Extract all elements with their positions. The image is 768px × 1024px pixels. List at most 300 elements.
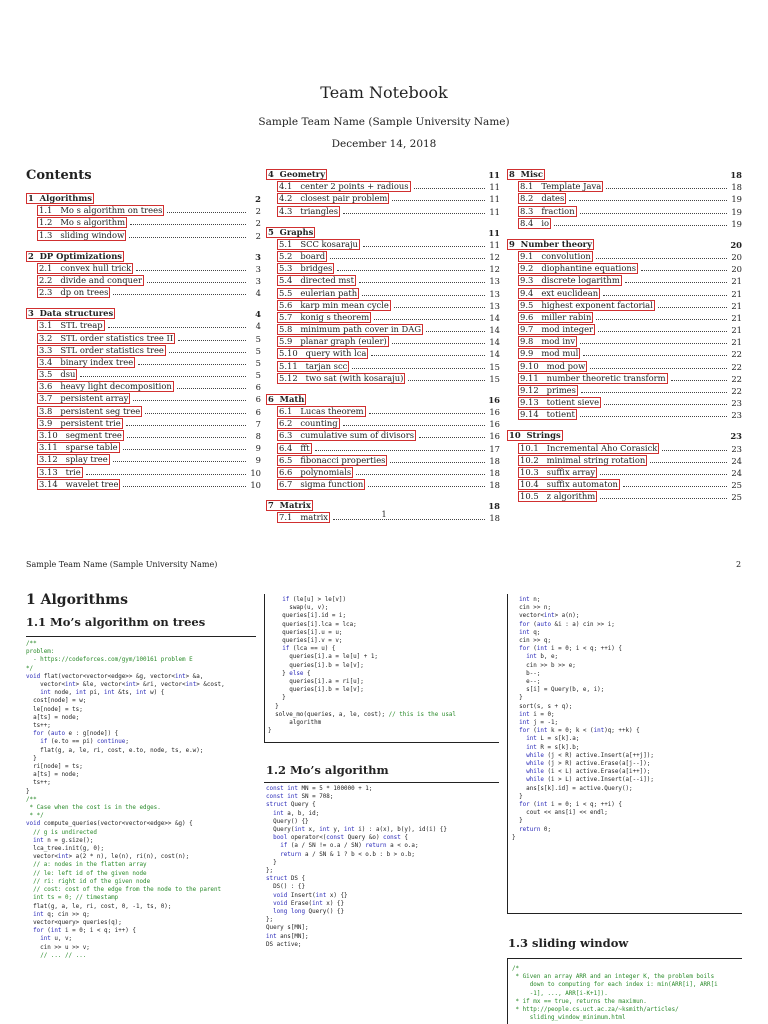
toc-section-link[interactable]	[266, 227, 315, 238]
code-line: queries[i].lca = lca;	[268, 621, 357, 628]
toc-subsection-number: 3.13	[39, 466, 58, 477]
code-rule	[507, 594, 508, 914]
toc-subsection-entry[interactable]	[26, 204, 261, 216]
toc-section-link[interactable]	[26, 193, 94, 204]
toc-page-number: 13	[489, 288, 500, 299]
toc-dot-leader	[356, 474, 485, 475]
toc-subsection-title: diophantine equations	[541, 263, 637, 274]
toc-subsection-link[interactable]	[277, 300, 391, 311]
code-line: vector<int> a(2 * n), le(n), ri(n), cost(n);	[26, 854, 190, 861]
toc-dot-leader	[359, 282, 485, 283]
toc-subsection-link[interactable]	[277, 239, 360, 250]
toc-subsection-link[interactable]	[518, 324, 595, 335]
toc-subsection-link[interactable]	[37, 357, 135, 368]
toc-subsection-link[interactable]	[518, 275, 622, 286]
toc-dot-leader	[80, 376, 246, 377]
toc-subsection-link[interactable]	[518, 373, 668, 384]
toc-subsection-link[interactable]	[518, 409, 577, 420]
toc-section-entry[interactable]	[507, 429, 742, 441]
code-line: - https://codeforces.com/gym/100161 problem E	[26, 657, 193, 664]
toc-page-number: 22	[731, 386, 742, 396]
toc-subsection-title: persistent array	[60, 393, 129, 404]
toc-subsection-link[interactable]	[277, 373, 405, 384]
code-line: return a / SN & 1 ? b < o.b : b > o.b;	[280, 851, 415, 858]
toc-subsection-entry[interactable]	[507, 311, 742, 323]
toc-subsection-link[interactable]	[518, 443, 659, 454]
toc-page-number: 24	[731, 455, 742, 466]
toc-section-entry[interactable]	[266, 393, 500, 405]
toc-subsection-title: closest pair problem	[300, 193, 388, 204]
toc-page-number: 14	[489, 349, 500, 360]
toc-dot-leader	[123, 449, 246, 450]
toc-subsection-link[interactable]	[37, 381, 174, 392]
toc-subsection-link[interactable]	[277, 275, 356, 286]
toc-column-2	[266, 168, 500, 523]
toc-page-number: 6	[255, 406, 261, 417]
toc-subsection-entry[interactable]	[266, 466, 500, 478]
toc-subsection-link[interactable]	[518, 491, 597, 502]
toc-subsection-link[interactable]	[37, 479, 120, 490]
toc-subsection-entry[interactable]	[26, 417, 261, 429]
toc-dot-leader	[343, 425, 485, 426]
toc-dot-leader	[408, 380, 485, 381]
code-line: -1], ..., ARR[i-K+1]).	[512, 990, 608, 997]
toc-section-number: 9	[509, 238, 515, 249]
toc-subsection-number: 3.14	[39, 478, 58, 489]
code-line: e--;	[512, 679, 541, 686]
toc-subsection-entry[interactable]	[266, 441, 500, 453]
code-line: for (auto &i : a) cin >> i;	[519, 621, 615, 628]
toc-subsection-title: board	[300, 250, 326, 261]
toc-column-3	[507, 168, 742, 502]
toc-subsection-entry[interactable]	[266, 192, 500, 204]
toc-dot-leader	[554, 225, 727, 226]
toc-dot-leader	[581, 392, 727, 393]
code-line: for (int i = 0; i < q; ++i) {	[519, 646, 622, 653]
toc-subsection-entry[interactable]	[507, 335, 742, 347]
code-line: queries[i].b = le[v];	[268, 662, 364, 669]
toc-subsection-link[interactable]	[518, 288, 600, 299]
toc-subsection-link[interactable]	[277, 181, 411, 192]
toc-page-number: 23	[731, 410, 742, 421]
toc-subsection-link[interactable]	[37, 393, 130, 404]
toc-subsection-entry[interactable]	[507, 359, 742, 371]
subsection-heading: 1.1 Mo’s algorithm on trees	[26, 615, 206, 629]
toc-subsection-entry[interactable]	[26, 319, 261, 331]
toc-section-number: 1	[28, 193, 34, 203]
toc-subsection-number: 6.2	[279, 418, 293, 429]
toc-subsection-entry[interactable]	[507, 372, 742, 384]
code-line: int n;	[519, 597, 541, 603]
code-line: DS active;	[266, 941, 302, 948]
toc-subsection-title: miller rabin	[541, 311, 592, 322]
code-line: vector<int> a(n);	[512, 613, 580, 620]
toc-subsection-link[interactable]	[37, 369, 77, 380]
code-line: /**	[26, 796, 37, 803]
toc-subsection-link[interactable]	[277, 479, 365, 490]
toc-subsection-link[interactable]	[518, 263, 638, 274]
toc-subsection-link[interactable]	[277, 336, 389, 347]
toc-subsection-number: 9.14	[520, 409, 539, 420]
toc-dot-leader	[129, 237, 246, 238]
toc-subsection-link[interactable]	[518, 479, 620, 490]
toc-page-number: 23	[731, 443, 742, 454]
toc-subsection-title: mod inv	[541, 336, 576, 347]
toc-subsection-link[interactable]	[277, 251, 327, 262]
toc-subsection-link[interactable]	[37, 287, 110, 298]
toc-subsection-entry[interactable]	[266, 347, 500, 359]
toc-section-entry[interactable]	[266, 226, 500, 238]
toc-subsection-entry[interactable]	[266, 274, 500, 286]
running-header: Sample Team Name (Sample University Name)	[26, 560, 218, 569]
toc-subsection-entry[interactable]	[266, 429, 500, 441]
toc-subsection-link[interactable]	[277, 406, 366, 417]
code-line: void compute_queries(vector<vector<edge>> &g) {	[26, 821, 193, 828]
toc-dot-leader	[177, 388, 246, 389]
toc-subsection-entry[interactable]	[26, 331, 261, 343]
toc-subsection-entry[interactable]	[266, 286, 500, 298]
toc-subsection-number: 10.2	[520, 454, 539, 465]
toc-page-number: 11	[489, 239, 500, 250]
toc-subsection-entry[interactable]	[266, 417, 500, 429]
toc-subsection-entry[interactable]	[507, 408, 742, 420]
toc-subsection-link[interactable]	[277, 443, 312, 454]
code-line: }	[512, 793, 523, 800]
toc-subsection-entry[interactable]	[266, 323, 500, 335]
toc-subsection-title: STL treap	[60, 320, 103, 331]
code-line: if (a / SN != o.a / SN) return a < o.a;	[280, 843, 419, 850]
toc-subsection-link[interactable]	[37, 442, 120, 453]
toc-column-1	[26, 168, 261, 490]
toc-subsection-title: mod mul	[541, 348, 579, 359]
toc-subsection-number: 2.3	[39, 287, 53, 298]
code-line: for (int i = 0; i < q; ++i) {	[519, 802, 622, 809]
code-line: int q;	[519, 629, 541, 636]
toc-subsection-link[interactable]	[37, 333, 175, 344]
toc-section-link[interactable]	[507, 239, 594, 250]
code-line: struct DS {	[266, 876, 306, 883]
toc-subsection-link[interactable]	[37, 230, 126, 241]
toc-subsection-entry[interactable]	[26, 262, 261, 274]
toc-dot-leader	[600, 474, 727, 475]
toc-page-number: 9	[255, 455, 261, 466]
code-line: while (j < R) active.Insert(a[++j]);	[526, 752, 654, 759]
toc-dot-leader	[368, 486, 485, 487]
toc-subsection-entry[interactable]	[266, 250, 500, 262]
toc-section-link[interactable]	[507, 430, 563, 441]
toc-subsection-title: splay tree	[65, 454, 108, 465]
toc-subsection-number: 3.1	[39, 320, 53, 331]
toc-subsection-entry[interactable]	[507, 396, 742, 408]
toc-subsection-link[interactable]	[518, 455, 647, 466]
toc-subsection-entry[interactable]	[507, 323, 742, 335]
toc-subsection-link[interactable]	[37, 406, 142, 417]
toc-page-number: 14	[489, 312, 500, 323]
code-line: b--;	[512, 670, 541, 677]
toc-section-entry[interactable]	[26, 307, 261, 319]
toc-subsection-link[interactable]	[518, 385, 578, 396]
toc-subsection-entry[interactable]	[26, 368, 261, 380]
toc-subsection-entry[interactable]	[26, 356, 261, 368]
toc-subsection-title: io	[541, 217, 550, 228]
toc-subsection-link[interactable]	[37, 263, 133, 274]
code-line: }	[266, 859, 277, 866]
toc-page-number: 18	[489, 513, 500, 524]
code-rule	[507, 958, 742, 959]
toc-section-entry[interactable]	[507, 238, 742, 250]
toc-subsection-link[interactable]	[37, 205, 164, 216]
toc-dot-leader	[113, 294, 246, 295]
toc-section-entry[interactable]	[266, 168, 500, 180]
toc-dot-leader	[127, 437, 246, 438]
toc-subsection-link[interactable]	[277, 418, 340, 429]
toc-section-link[interactable]	[266, 394, 306, 405]
toc-subsection-entry[interactable]	[507, 274, 742, 286]
toc-page-number: 25	[731, 492, 742, 503]
toc-subsection-title: heavy light decomposition	[60, 381, 172, 392]
toc-page-number: 14	[489, 337, 500, 348]
toc-page-number: 11	[489, 194, 500, 205]
toc-section-link[interactable]	[507, 169, 545, 180]
toc-subsection-entry[interactable]	[266, 262, 500, 274]
toc-subsection-entry[interactable]	[266, 180, 500, 192]
toc-subsection-entry[interactable]	[507, 192, 742, 204]
toc-subsection-entry[interactable]	[266, 311, 500, 323]
toc-subsection-entry[interactable]	[266, 359, 500, 371]
toc-subsection-entry[interactable]	[26, 392, 261, 404]
code-line: };	[266, 917, 274, 924]
toc-subsection-link[interactable]	[277, 467, 353, 478]
toc-subsection-number: 3.9	[39, 417, 53, 428]
toc-subsection-entry[interactable]	[26, 380, 261, 392]
code-line: void flat(vector<vector<edge>> &g, vector<int> &a,	[26, 673, 204, 680]
toc-subsection-title: number theoretic transform	[546, 372, 666, 383]
code-line: if (le[u] > le[v])	[282, 597, 347, 603]
toc-dot-leader	[394, 307, 485, 308]
toc-section-link[interactable]	[26, 251, 124, 262]
toc-subsection-entry[interactable]	[507, 204, 742, 216]
toc-page-number: 18	[731, 182, 742, 193]
toc-subsection-number: 3.11	[39, 442, 58, 453]
toc-section-link[interactable]	[26, 308, 115, 319]
code-line: int node, int pi, int &ts, int w) {	[40, 690, 165, 697]
toc-subsection-title: query with lca	[305, 348, 367, 359]
toc-dot-leader	[596, 319, 727, 320]
toc-subsection-title: trie	[65, 466, 81, 477]
toc-subsection-entry[interactable]	[507, 286, 742, 298]
toc-section-number: 3	[28, 308, 34, 319]
toc-subsection-entry[interactable]	[26, 429, 261, 441]
toc-subsection-entry[interactable]	[507, 478, 742, 490]
toc-subsection-link[interactable]	[518, 348, 580, 359]
toc-dot-leader	[352, 368, 485, 369]
toc-subsection-link[interactable]	[518, 397, 601, 408]
toc-subsection-entry[interactable]	[507, 347, 742, 359]
toc-subsection-number: 3.4	[39, 356, 53, 367]
toc-subsection-link[interactable]	[277, 324, 423, 335]
toc-subsection-link[interactable]	[277, 361, 349, 372]
toc-subsection-link[interactable]	[518, 218, 551, 229]
toc-subsection-entry[interactable]	[507, 454, 742, 466]
toc-subsection-title: planar graph (euler)	[300, 336, 387, 347]
toc-subsection-link[interactable]	[518, 467, 597, 478]
code-line: bool operator<(const Query &o) const {	[273, 835, 408, 842]
toc-page-number: 21	[731, 312, 742, 323]
toc-subsection-title: mod pow	[546, 360, 586, 371]
toc-section-link[interactable]	[266, 169, 327, 180]
toc-subsection-link[interactable]	[518, 336, 577, 347]
toc-subsection-link[interactable]	[518, 251, 593, 262]
toc-subsection-entry[interactable]	[266, 454, 500, 466]
toc-subsection-entry[interactable]	[507, 250, 742, 262]
toc-section-number: 5	[268, 226, 274, 237]
code-listing	[512, 596, 654, 842]
toc-subsection-entry[interactable]	[26, 228, 261, 240]
toc-subsection-entry[interactable]	[507, 217, 742, 229]
toc-subsection-entry[interactable]	[266, 405, 500, 417]
toc-subsection-entry[interactable]	[26, 465, 261, 477]
toc-subsection-link[interactable]	[37, 320, 105, 331]
toc-subsection-entry[interactable]	[26, 274, 261, 286]
toc-section-number: 7	[268, 500, 274, 511]
toc-subsection-entry[interactable]	[507, 262, 742, 274]
code-line: }	[26, 788, 30, 795]
toc-subsection-link[interactable]	[518, 181, 603, 192]
toc-subsection-entry[interactable]	[26, 441, 261, 453]
toc-section-entry[interactable]	[26, 192, 261, 204]
toc-subsection-entry[interactable]	[507, 299, 742, 311]
toc-section-title: Algorithms	[39, 193, 92, 203]
toc-subsection-link[interactable]	[277, 348, 368, 359]
toc-subsection-title: highest exponent factorial	[541, 299, 653, 310]
toc-dot-leader	[583, 355, 727, 356]
code-line: a[ts] = node;	[26, 714, 80, 721]
code-line: * */	[26, 813, 44, 820]
toc-subsection-entry[interactable]	[507, 490, 742, 502]
toc-subsection-link[interactable]	[518, 193, 566, 204]
code-line: * http://people.cs.uct.ac.za/~ksmith/articles/	[512, 1007, 679, 1014]
toc-subsection-entry[interactable]	[507, 466, 742, 478]
toc-dot-leader	[580, 416, 727, 417]
code-line: /**	[26, 641, 37, 647]
code-line: long long Query() {}	[273, 909, 345, 916]
toc-page-number: 4	[255, 288, 261, 299]
code-line: ri[node] = ts;	[26, 764, 83, 771]
toc-subsection-entry[interactable]	[266, 335, 500, 347]
code-line: // cost: cost of the edge from the node to the parent	[26, 887, 222, 894]
toc-subsection-link[interactable]	[37, 430, 124, 441]
toc-subsection-number: 5.12	[279, 372, 298, 383]
code-line: cin >> n;	[512, 605, 552, 612]
toc-subsection-entry[interactable]	[26, 286, 261, 298]
toc-subsection-number: 10.1	[520, 442, 539, 453]
toc-subsection-link[interactable]	[37, 454, 110, 465]
toc-subsection-link[interactable]	[37, 217, 127, 228]
code-line: s[i] = Query(b, e, i);	[512, 687, 605, 694]
toc-subsection-entry[interactable]	[507, 441, 742, 453]
code-line: const int MN = 5 * 100000 + 1;	[266, 786, 373, 792]
toc-subsection-entry[interactable]	[266, 299, 500, 311]
toc-dot-leader	[147, 282, 246, 283]
toc-section-entry[interactable]	[26, 250, 261, 262]
toc-page-number: 2	[255, 206, 261, 217]
code-line: }	[512, 695, 523, 702]
toc-page-number: 3	[255, 263, 261, 274]
toc-subsection-title: binary index tree	[60, 356, 134, 367]
toc-subsection-entry[interactable]	[266, 238, 500, 250]
toc-subsection-link[interactable]	[277, 206, 340, 217]
toc-dot-leader	[600, 498, 727, 499]
toc-subsection-link[interactable]	[277, 455, 387, 466]
toc-page-number: 11	[488, 170, 500, 180]
toc-subsection-number: 7.1	[279, 512, 293, 523]
toc-subsection-entry[interactable]	[507, 384, 742, 396]
toc-subsection-link[interactable]	[277, 430, 416, 441]
code-line: cin >> u >> v;	[26, 944, 90, 951]
toc-subsection-title: Mo s algorithm	[60, 217, 126, 228]
toc-subsection-link[interactable]	[518, 300, 655, 311]
toc-subsection-title: mod integer	[541, 324, 594, 335]
toc-subsection-entry[interactable]	[26, 453, 261, 465]
document-date: December 14, 2018	[331, 138, 437, 150]
toc-subsection-link[interactable]	[277, 193, 389, 204]
toc-subsection-entry[interactable]	[507, 180, 742, 192]
toc-page-number: 12	[489, 251, 500, 262]
toc-subsection-entry[interactable]	[266, 372, 500, 384]
code-line: cost[node] = w;	[26, 698, 87, 705]
toc-subsection-entry[interactable]	[26, 478, 261, 490]
toc-subsection-number: 3.3	[39, 344, 53, 355]
toc-dot-leader	[392, 343, 485, 344]
toc-page-number: 20	[730, 239, 742, 250]
toc-subsection-entry[interactable]	[26, 216, 261, 228]
toc-page-number: 22	[731, 349, 742, 360]
toc-subsection-link[interactable]	[37, 418, 123, 429]
code-line: int n = g.size();	[33, 837, 94, 844]
toc-subsection-link[interactable]	[37, 275, 144, 286]
toc-subsection-link[interactable]	[518, 361, 587, 372]
toc-subsection-link[interactable]	[518, 206, 577, 217]
toc-subsection-entry[interactable]	[26, 344, 261, 356]
toc-subsection-number: 9.12	[520, 385, 539, 395]
toc-subsection-link[interactable]	[277, 263, 334, 274]
toc-subsection-link[interactable]	[37, 467, 83, 478]
toc-subsection-title: primes	[546, 385, 576, 395]
toc-page-number: 20	[731, 251, 742, 262]
toc-subsection-link[interactable]	[277, 288, 359, 299]
toc-dot-leader	[623, 486, 727, 487]
toc-section-entry[interactable]	[507, 168, 742, 180]
toc-subsection-title: sparse table	[65, 442, 118, 453]
toc-subsection-link[interactable]	[518, 312, 593, 323]
code-listing	[512, 965, 718, 1022]
toc-page-number: 8	[255, 431, 261, 441]
toc-section-number: 4	[268, 169, 274, 179]
toc-dot-leader	[604, 404, 727, 405]
toc-subsection-entry[interactable]	[266, 204, 500, 216]
code-line: int R = s[k].b;	[526, 744, 580, 751]
code-listing	[266, 785, 447, 949]
toc-subsection-entry[interactable]	[266, 478, 500, 490]
toc-subsection-link[interactable]	[37, 345, 166, 356]
toc-section-title: Geometry	[279, 169, 326, 179]
code-line: * Case when the cost is in the edges.	[26, 805, 161, 812]
toc-page-number: 16	[488, 394, 500, 405]
toc-subsection-entry[interactable]	[26, 404, 261, 416]
code-line: vector<query> queries(q);	[26, 919, 122, 926]
toc-subsection-link[interactable]	[277, 312, 371, 323]
toc-dot-leader	[369, 413, 485, 414]
